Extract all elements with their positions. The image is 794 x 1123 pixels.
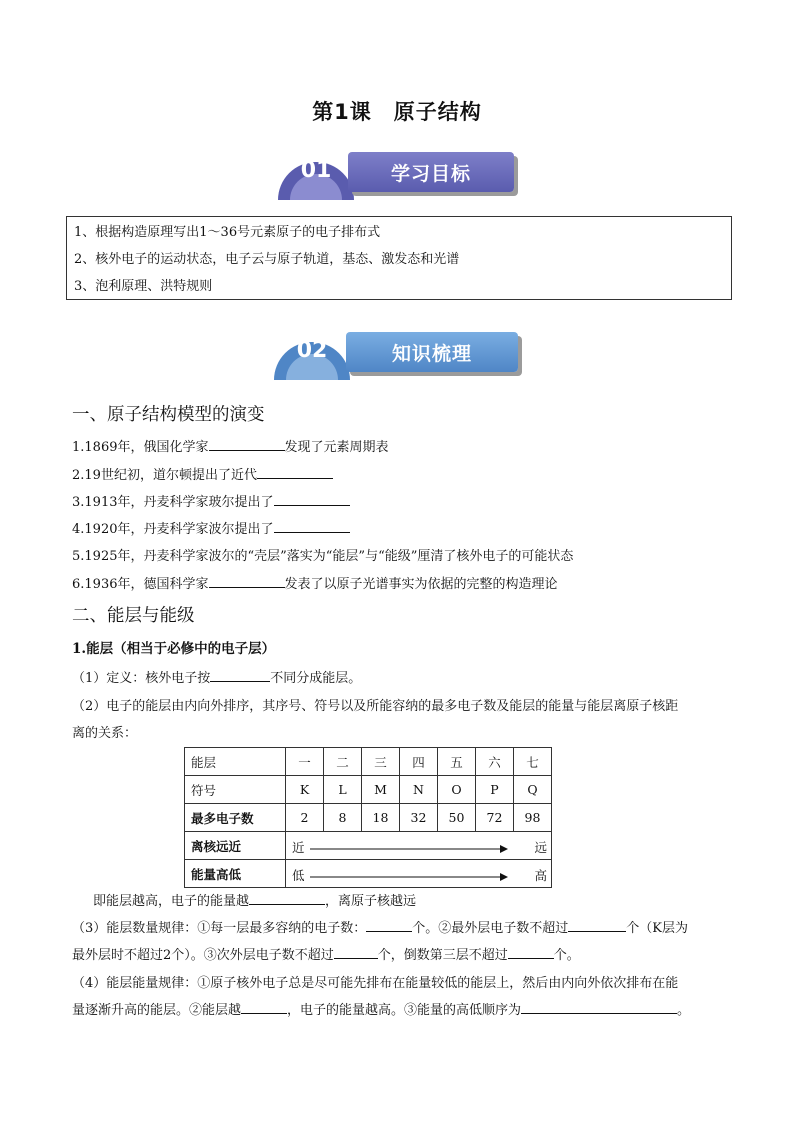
paragraph-line: 离的关系： [72, 726, 138, 741]
table-cell: 72 [476, 804, 514, 832]
list-item: 3.1913年，丹麦科学家玻尔提出了 [72, 491, 350, 510]
learning-goals-box [66, 216, 732, 300]
table-cell: 三 [362, 748, 400, 776]
definition-line: （1）定义：核外电子按 不同分成能层。 [72, 671, 362, 686]
table-cell: M [362, 776, 400, 804]
arrow-start-label: 低 [292, 868, 305, 883]
goal-item: 3、泡利原理、洪特规则 [74, 279, 213, 294]
table-cell: 2 [286, 804, 324, 832]
page-title: 第1课 原子结构 [312, 100, 482, 124]
fill-blank[interactable] [209, 438, 285, 451]
right-arrow-icon [310, 845, 508, 853]
table-cell: 六 [476, 748, 514, 776]
fill-blank[interactable] [334, 946, 378, 959]
table-cell: 二 [324, 748, 362, 776]
fill-blank[interactable] [257, 466, 333, 479]
table-cell: L [324, 776, 362, 804]
badge-number: 02 [296, 338, 328, 363]
fill-blank[interactable] [568, 919, 626, 932]
goal-item: 2、核外电子的运动状态，电子云与原子轨道，基态、激发态和光谱 [74, 252, 460, 267]
arrow-end-label: 高 [534, 868, 547, 883]
section-heading: 一、原子结构模型的演变 [72, 405, 265, 425]
distance-arrow-cell [286, 832, 552, 860]
table-cell: 符号 [185, 776, 286, 804]
paragraph-line: （2）电子的能层由内向外排序，其序号、符号以及所能容纳的最多电子数及能层的能量与能层离原子核距 [72, 699, 679, 714]
table-cell: 最多电子数 [185, 804, 286, 832]
table-cell: 七 [514, 748, 552, 776]
section-heading: 二、能层与能级 [72, 606, 195, 626]
fill-blank[interactable] [209, 575, 285, 588]
table-row [185, 748, 552, 776]
table-cell: N [400, 776, 438, 804]
table-cell: 18 [362, 804, 400, 832]
arrow-start-label: 近 [292, 840, 305, 855]
list-item: 2.19世纪初，道尔顿提出了近代 [72, 464, 333, 483]
table-row [185, 776, 552, 804]
paragraph-line: （3）能层数量规律：①每一层最多容纳的电子数： 个。②最外层电子数不超过 个（K层为 [72, 921, 689, 936]
table-cell: 能层 [185, 748, 286, 776]
table-cell: 离核远近 [185, 832, 286, 860]
fill-blank[interactable] [210, 669, 270, 682]
table-cell: 32 [400, 804, 438, 832]
section-badge-knowledge [272, 328, 522, 384]
table-cell: Q [514, 776, 552, 804]
list-item: 6.1936年，德国科学家 发表了以原子光谱事实为依据的完整的构造理论 [72, 577, 558, 592]
table-cell: 能量高低 [185, 860, 286, 888]
fill-blank[interactable] [508, 946, 554, 959]
table-cell: 一 [286, 748, 324, 776]
right-arrow-icon [310, 873, 508, 881]
badge-number: 01 [300, 158, 332, 183]
section-badge-goals [276, 148, 526, 204]
table-row [185, 804, 552, 832]
fill-blank[interactable] [521, 1001, 677, 1014]
table-cell: 8 [324, 804, 362, 832]
fill-blank[interactable] [366, 919, 412, 932]
goal-item: 1、根据构造原理写出1～36号元素原子的电子排布式 [74, 225, 381, 240]
paragraph-line: 量逐渐升高的能层。②能层越 ，电子的能量越高。③能量的高低顺序为 。 [72, 1003, 691, 1018]
fill-blank[interactable] [241, 1001, 287, 1014]
energy-level-table [184, 747, 552, 888]
list-item: 5.1925年，丹麦科学家波尔的“壳层”落实为“能层”与“能级”厘清了核外电子的可能状态 [72, 549, 574, 564]
paragraph-line: （4）能层能量规律：①原子核外电子总是尽可能先排布在能量较低的能层上，然后由内向外依次排布在能 [72, 976, 679, 991]
list-item: 4.1920年，丹麦科学家波尔提出了 [72, 518, 350, 537]
list-item: 1.1869年，俄国化学家 发现了元素周期表 [72, 440, 389, 455]
fill-blank[interactable] [249, 892, 325, 905]
fill-blank[interactable] [274, 520, 350, 533]
badge-label: 知识梳理 [346, 332, 518, 372]
table-cell: O [438, 776, 476, 804]
arrow-end-label: 远 [534, 840, 547, 855]
table-cell: 50 [438, 804, 476, 832]
badge-label: 学习目标 [348, 152, 514, 192]
table-cell: 五 [438, 748, 476, 776]
table-row [185, 860, 552, 888]
energy-arrow-cell [286, 860, 552, 888]
table-cell: K [286, 776, 324, 804]
table-cell: P [476, 776, 514, 804]
paragraph-line: 最外层时不超过2个）。③次外层电子数不超过 个，倒数第三层不超过 个。 [72, 948, 580, 963]
table-cell: 四 [400, 748, 438, 776]
subsection-heading: 1.能层（相当于必修中的电子层） [72, 641, 276, 657]
table-row [185, 832, 552, 860]
fill-blank[interactable] [274, 493, 350, 506]
paragraph-line: 即能层越高，电子的能量越 ，离原子核越远 [93, 894, 417, 909]
table-cell: 98 [514, 804, 552, 832]
